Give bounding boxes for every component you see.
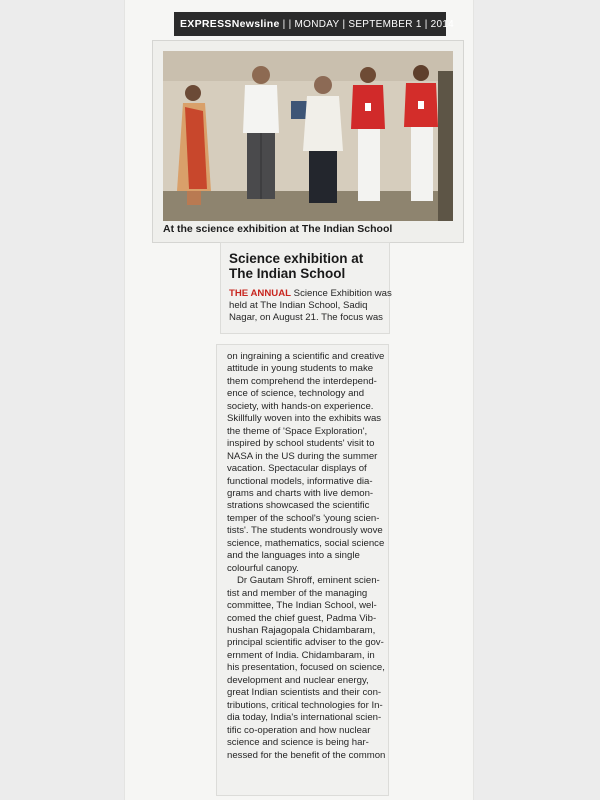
masthead-year: 2014 [430,18,455,30]
body-line: attitude in young students to make [227,363,374,375]
body-line: tific co-operation and how nuclear [227,724,371,736]
body-line: principal scientific adviser to the gov- [227,637,384,649]
masthead-separator: | [342,18,346,30]
event-photo [163,51,453,221]
lead-line: Nagar, on August 21. The focus was [229,312,383,324]
body-line: inspired by school students' visit to [227,438,375,450]
masthead-separator: | | [282,18,292,30]
body-line: strations showcased the scientific [227,500,370,512]
body-line: vacation. Spectacular displays of [227,463,367,475]
body-line: nessed for the benefit of the common [227,749,386,761]
person-man-center-left [243,66,279,199]
article-column-top [220,242,390,334]
photo-clipping [152,40,464,243]
body-line: committee, The Indian School, wel- [227,600,377,612]
masthead-day: MONDAY [294,18,340,30]
body-line: NASA in the US during the summer [227,450,378,462]
photo-caption: At the science exhibition at The Indian School [163,223,393,235]
body-line: and the languages into a single [227,550,360,562]
body-line: tist and member of the managing [227,587,368,599]
body-line: science and science is being har- [227,737,369,749]
event-photo-illustration [163,51,453,221]
masthead-date: SEPTEMBER 1 [348,18,422,30]
article-headline [229,251,382,281]
body-line: dia today, India's international scien- [227,712,382,724]
lead-line: held at The Indian School, Sadiq [229,300,368,312]
body-line: on ingraining a scientific and creative [227,351,385,362]
body-line: Skillfully woven into the exhibits was [227,413,382,425]
body-line: them comprehend the interdepend- [227,375,377,387]
body-line: development and nuclear energy, [227,674,369,686]
body-line: functional models, informative dia- [227,475,373,487]
body-line: great Indian scientists and their con- [227,687,382,699]
body-line: science, mathematics, social science [227,537,385,549]
body-line: grams and charts with live demon- [227,487,374,499]
article-kicker: THE ANNUAL [229,288,291,299]
lead-text: Science Exhibition was [291,288,392,299]
publication-name: EXPRESSNewsline [180,18,280,30]
article-lead [229,288,392,325]
body-line: society, with hands-on experience. [227,400,374,412]
body-line: tributions, critical technologies for In- [227,699,383,711]
headline-line: Science exhibition at [229,251,364,266]
body-line: the theme of 'Space Exploration', [227,425,368,437]
body-line: temper of the school's 'young scien- [227,512,380,524]
body-line: Dr Gautam Shroff, eminent scien- [237,575,380,587]
masthead-separator: | [424,18,428,30]
body-line: comed the chief guest, Padma Vib- [227,612,377,624]
body-line: tists'. The students wondrously wove [227,525,383,537]
body-line: ence of science, technology and [227,388,365,400]
headline-line: The Indian School [229,266,346,281]
masthead-strip [174,12,455,36]
body-line: ernment of India. Chidambaram, in [227,649,375,661]
lead-line [229,288,392,300]
body-line: colourful canopy. [227,562,299,574]
body-line: hushan Rajagopala Chidambaram, [227,624,376,636]
article-column-body [216,344,389,796]
body-line: his presentation, focused on science, [227,662,385,674]
